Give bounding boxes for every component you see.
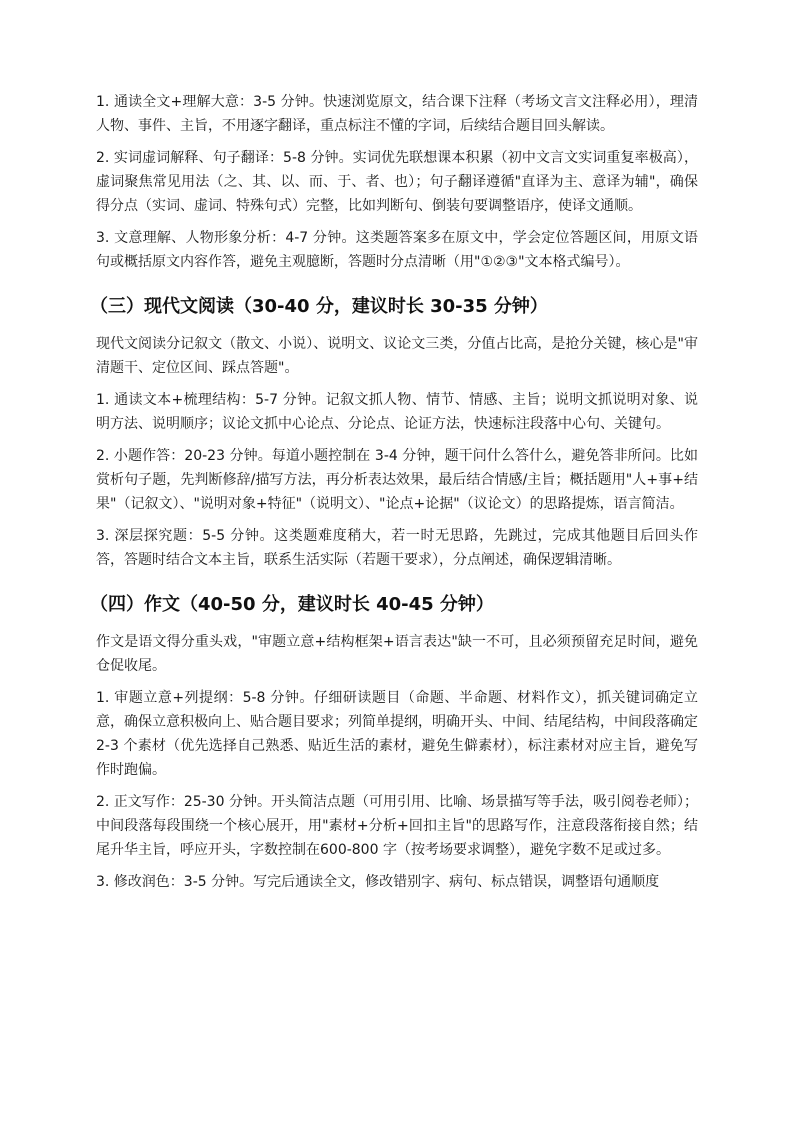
heading-modern-reading: （三）现代文阅读（30-40 分，建议时长 30-35 分钟） bbox=[90, 296, 548, 317]
document-page bbox=[90, 90, 698, 902]
paragraph-composition-item-2: 2. 正文写作：25-30 分钟。开头简洁点题（可用引用、比喻、场景描写等手法，吸引阅卷老师）；中间段落每段围绕一个核心展开，用"素材+分析+回扣主旨"的思路写作，注意段落衔接自然；结尾升华主旨，呼应开头，字数控制在600-800 字（按考场要求调整），避免字数不足或过多。 bbox=[96, 794, 698, 858]
heading-composition: （四）作文（40-50 分，建议时长 40-45 分钟） bbox=[90, 594, 494, 615]
paragraph-composition-item-1: 1. 审题立意+列提纲：5-8 分钟。仔细研读题目（命题、半命题、材料作文），抓关键词确定立意，确保立意积极向上、贴合题目要求；列简单提纲，明确开头、中间、结尾结构，中间段落确定 2-3 个素材（优先选择自己熟悉、贴近生活的素材，避免生僻素材），标注素材对应主旨，避免写作时跑偏。 bbox=[96, 690, 698, 778]
paragraph-modern-item-1: 1. 通读文本+梳理结构：5-7 分钟。记叙文抓人物、情节、情感、主旨；说明文抓说明对象、说明方法、说明顺序；议论文抓中心论点、分论点、论证方法，快速标注段落中心句、关键句。 bbox=[96, 392, 698, 432]
paragraph-classical-item-1: 1. 通读全文+理解大意：3-5 分钟。快速浏览原文，结合课下注释（考场文言文注释必用），理清人物、事件、主旨，不用逐字翻译，重点标注不懂的字词，后续结合题目回头解读。 bbox=[96, 94, 698, 134]
paragraph-modern-item-3: 3. 深层探究题：5-5 分钟。这类题难度稍大，若一时无思路，先跳过，完成其他题目后回头作答，答题时结合文本主旨，联系生活实际（若题干要求），分点阐述，确保逻辑清晰。 bbox=[96, 528, 698, 568]
paragraph-modern-item-2: 2. 小题作答：20-23 分钟。每道小题控制在 3-4 分钟，题干问什么答什么，避免答非所问。比如赏析句子题，先判断修辞/描写方法，再分析表达效果，最后结合情感/主旨；概括题用"人+事+结果"（记叙文）、"说明对象+特征"（说明文）、"论点+论据"（议论文）的思路提炼，语言简洁。 bbox=[96, 448, 698, 512]
paragraph-classical-item-3: 3. 文意理解、人物形象分析：4-7 分钟。这类题答案多在原文中，学会定位答题区间，用原文语句或概括原文内容作答，避免主观臆断，答题时分点清晰（用"①②③"文本格式编号）。 bbox=[96, 230, 698, 270]
paragraph-modern-intro: 现代文阅读分记叙文（散文、小说）、说明文、议论文三类，分值占比高，是抢分关键，核心是"审清题干、定位区间、踩点答题"。 bbox=[96, 336, 698, 376]
paragraph-classical-item-2: 2. 实词虚词解释、句子翻译：5-8 分钟。实词优先联想课本积累（初中文言文实词重复率极高），虚词聚焦常见用法（之、其、以、而、于、者、也）；句子翻译遵循"直译为主、意译为辅"，确保得分点（实词、虚词、特殊句式）完整，比如判断句、倒装句要调整语序，使译文通顺。 bbox=[96, 150, 698, 214]
paragraph-composition-item-3: 3. 修改润色：3-5 分钟。写完后通读全文，修改错别字、病句、标点错误，调整语句通顺度 bbox=[96, 874, 660, 890]
paragraph-composition-intro: 作文是语文得分重头戏，"审题立意+结构框架+语言表达"缺一不可，且必须预留充足时间，避免仓促收尾。 bbox=[96, 634, 698, 674]
